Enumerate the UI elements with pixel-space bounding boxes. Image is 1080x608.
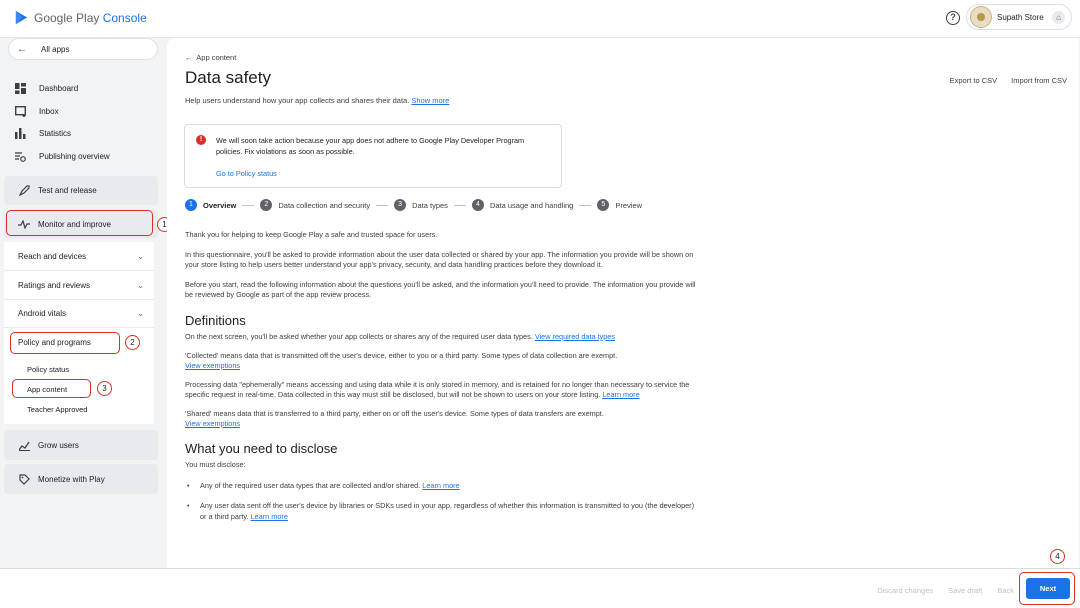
sidebar-item-policy-status[interactable]: Policy status — [27, 365, 70, 374]
publishing-icon — [14, 150, 26, 162]
account-switcher[interactable] — [966, 4, 1072, 30]
list-item — [185, 481, 700, 492]
discard-changes-button[interactable]: Discard changes — [877, 586, 934, 595]
import-csv-button[interactable]: Import from CSV — [1011, 76, 1067, 85]
sidebar-item-statistics[interactable] — [14, 127, 71, 139]
step-data-types[interactable] — [394, 199, 448, 211]
definition-ephemeral — [185, 380, 700, 401]
policy-status-link[interactable]: Go to Policy status — [216, 169, 277, 178]
disclose-heading: What you need to disclose — [185, 440, 338, 456]
save-draft-button[interactable]: Save draft — [948, 586, 983, 595]
annotation-box-2 — [10, 332, 120, 354]
sidebar-item-publishing-overview[interactable] — [14, 150, 110, 162]
grow-users-icon — [18, 439, 30, 451]
play-logo-icon — [14, 10, 29, 25]
chevron-down-icon: ⌄ — [137, 309, 144, 318]
annotation-box-3 — [12, 379, 91, 398]
policy-alert — [184, 124, 562, 188]
learn-more-link[interactable]: Learn more — [602, 390, 640, 399]
bottom-action-bar — [0, 568, 1080, 608]
definition-shared-text: 'Shared' means data that is transferred to a third party, either on or off the user's device. Some types of data transfers are exempt. — [185, 408, 604, 418]
logo-text: Google Play — [34, 10, 100, 25]
list-item — [185, 501, 700, 522]
definition-collected-text: 'Collected' means data that is transmitted off the user's device, either to you or a third party. Some types of data collection are exempt. — [185, 350, 618, 360]
disclose-intro: You must disclose: — [185, 460, 246, 469]
back-arrow-icon: ← — [185, 53, 193, 62]
definition-ephemeral-text: Processing data "ephemerally" means accessing and using data while it is only stored in memory, and is retained for no longer than necessary to service the specific request in real-time. Data collected in this way must still be disclosed, but will not be shown to users on your store listing. — [185, 379, 690, 399]
step-divider — [376, 205, 388, 206]
sidebar-item-inbox[interactable] — [14, 105, 59, 117]
intro-paragraph: In this questionnaire, you'll be asked to provide information about the user data collected or shared by your app. The information you provide will be shown on your store listing to help users better understand your app's privacy, security, and data handling practices before they download it. — [185, 249, 694, 269]
sidebar-item-label: Monitor and improve — [38, 219, 111, 229]
step-divider — [242, 205, 254, 206]
sidebar-item-app-content[interactable]: App content — [27, 385, 68, 394]
chevron-down-icon: ⌄ — [137, 251, 144, 261]
intro-paragraph: Before you start, read the following information about the questions you'll be asked, and the information you'll need to provide. The information you provide will be reviewed by Google as part of the app review process. — [185, 279, 696, 299]
sidebar-item-ratings-and-reviews[interactable] — [4, 271, 154, 300]
alert-text: We will soon take action because your app does not adhere to Google Play Developer Program policies. Fix violations as soon as possible. — [216, 136, 525, 156]
learn-more-link[interactable]: Learn more — [422, 480, 460, 490]
sidebar-item-label: Reach and devices — [18, 251, 87, 261]
annotation-number-2: 2 — [125, 335, 140, 350]
sidebar-item-label: Publishing overview — [39, 151, 110, 161]
sidebar-item-reach-and-devices[interactable] — [4, 242, 154, 271]
annotation-number-4: 4 — [1050, 549, 1065, 564]
sidebar-item-teacher-approved[interactable]: Teacher Approved — [27, 405, 88, 414]
show-more-link[interactable]: Show more — [411, 96, 450, 105]
sidebar-item-label: Grow users — [38, 440, 79, 450]
step-preview[interactable] — [597, 199, 642, 211]
step-label: Preview — [615, 200, 643, 210]
step-number: 5 — [597, 199, 609, 211]
subtitle-text: Help users understand how your app collects and shares their data. — [185, 96, 410, 105]
step-label: Overview — [203, 200, 237, 210]
sidebar-item-policy-and-programs[interactable]: Policy and programs — [18, 338, 91, 347]
view-exemptions-link[interactable]: View exemptions — [185, 361, 241, 370]
top-bar — [0, 0, 1080, 38]
developer-account-icon[interactable]: ⌂ — [1052, 11, 1065, 24]
top-actions — [950, 76, 1067, 85]
back-arrow-icon: ← — [17, 43, 27, 55]
back-button[interactable]: Back — [997, 586, 1014, 595]
definitions-intro — [185, 332, 700, 343]
overview-body — [185, 230, 700, 522]
list-item-text: Any user data sent off the user's device by libraries or SDKs used in your app, regardless of whether this information is transmitted to you (the developer) or a third party. — [200, 501, 695, 521]
main-content — [167, 38, 1079, 568]
avatar — [970, 6, 992, 28]
page-subtitle — [185, 96, 449, 105]
annotation-number-1: 1 — [157, 217, 172, 232]
rocket-icon — [18, 185, 30, 197]
sidebar — [0, 38, 166, 568]
all-apps-button[interactable] — [8, 38, 158, 60]
sidebar-item-label: Inbox — [39, 106, 59, 116]
view-exemptions-link[interactable]: View exemptions — [185, 419, 241, 428]
learn-more-link[interactable]: Learn more — [250, 511, 288, 521]
definition-shared — [185, 409, 700, 430]
sidebar-item-label: Ratings and reviews — [18, 280, 91, 290]
intro-paragraph: Thank you for helping to keep Google Play a safe and trusted space for users. — [185, 230, 438, 239]
stepper — [185, 199, 642, 211]
sidebar-item-dashboard[interactable] — [14, 82, 78, 94]
google-play-console-logo[interactable] — [14, 10, 147, 25]
statistics-icon — [14, 127, 26, 139]
disclose-list — [185, 481, 700, 523]
sidebar-item-label: Test and release — [38, 186, 97, 195]
view-data-types-link[interactable]: View required data types — [534, 332, 616, 341]
definition-collected — [185, 351, 700, 372]
sidebar-item-label: Android vitals — [18, 309, 67, 318]
step-label: Data types — [412, 200, 448, 210]
step-overview[interactable] — [185, 199, 236, 211]
step-divider — [454, 205, 466, 206]
sidebar-item-label: Statistics — [39, 128, 72, 138]
step-number: 3 — [394, 199, 406, 211]
sidebar-item-android-vitals[interactable] — [4, 300, 154, 328]
definitions-intro-text: On the next screen, you'll be asked whether your app collects or shares any of the required user data types. — [185, 332, 533, 341]
annotation-box-1 — [6, 210, 153, 236]
sidebar-item-test-and-release[interactable] — [4, 176, 158, 205]
step-label: Data usage and handling — [489, 200, 574, 210]
error-icon: ! — [196, 135, 206, 145]
step-number: 4 — [472, 199, 484, 211]
inbox-icon — [14, 105, 26, 117]
list-item-text: Any of the required user data types that are collected and/or shared. — [200, 480, 421, 490]
step-label: Data collection and security — [278, 200, 371, 210]
sidebar-item-monetize-with-play[interactable] — [4, 464, 158, 494]
step-divider — [579, 205, 591, 206]
help-icon[interactable]: ? — [946, 11, 960, 25]
bottom-actions — [877, 586, 1014, 595]
page-title: Data safety — [185, 68, 271, 87]
account-name: Supath Store — [997, 12, 1044, 22]
logo-console-text: Console — [102, 10, 147, 25]
dashboard-icon — [14, 82, 26, 94]
sidebar-item-label: Monetize with Play — [38, 474, 105, 484]
sidebar-item-label: Dashboard — [39, 83, 79, 93]
back-to-app-content[interactable] — [185, 53, 236, 62]
sidebar-item-grow-users[interactable] — [4, 430, 158, 460]
breadcrumb: App content — [196, 53, 237, 62]
next-button[interactable]: Next — [1026, 578, 1070, 599]
step-number: 1 — [185, 199, 197, 211]
export-csv-button[interactable]: Export to CSV — [949, 76, 998, 85]
definitions-heading: Definitions — [185, 312, 246, 328]
all-apps-label: All apps — [41, 44, 70, 54]
step-number: 2 — [260, 199, 272, 211]
annotation-number-3: 3 — [97, 381, 112, 396]
step-data-collection[interactable] — [260, 199, 370, 211]
step-data-usage[interactable] — [472, 199, 573, 211]
chevron-down-icon: ⌄ — [137, 280, 144, 290]
tag-icon — [18, 473, 30, 485]
